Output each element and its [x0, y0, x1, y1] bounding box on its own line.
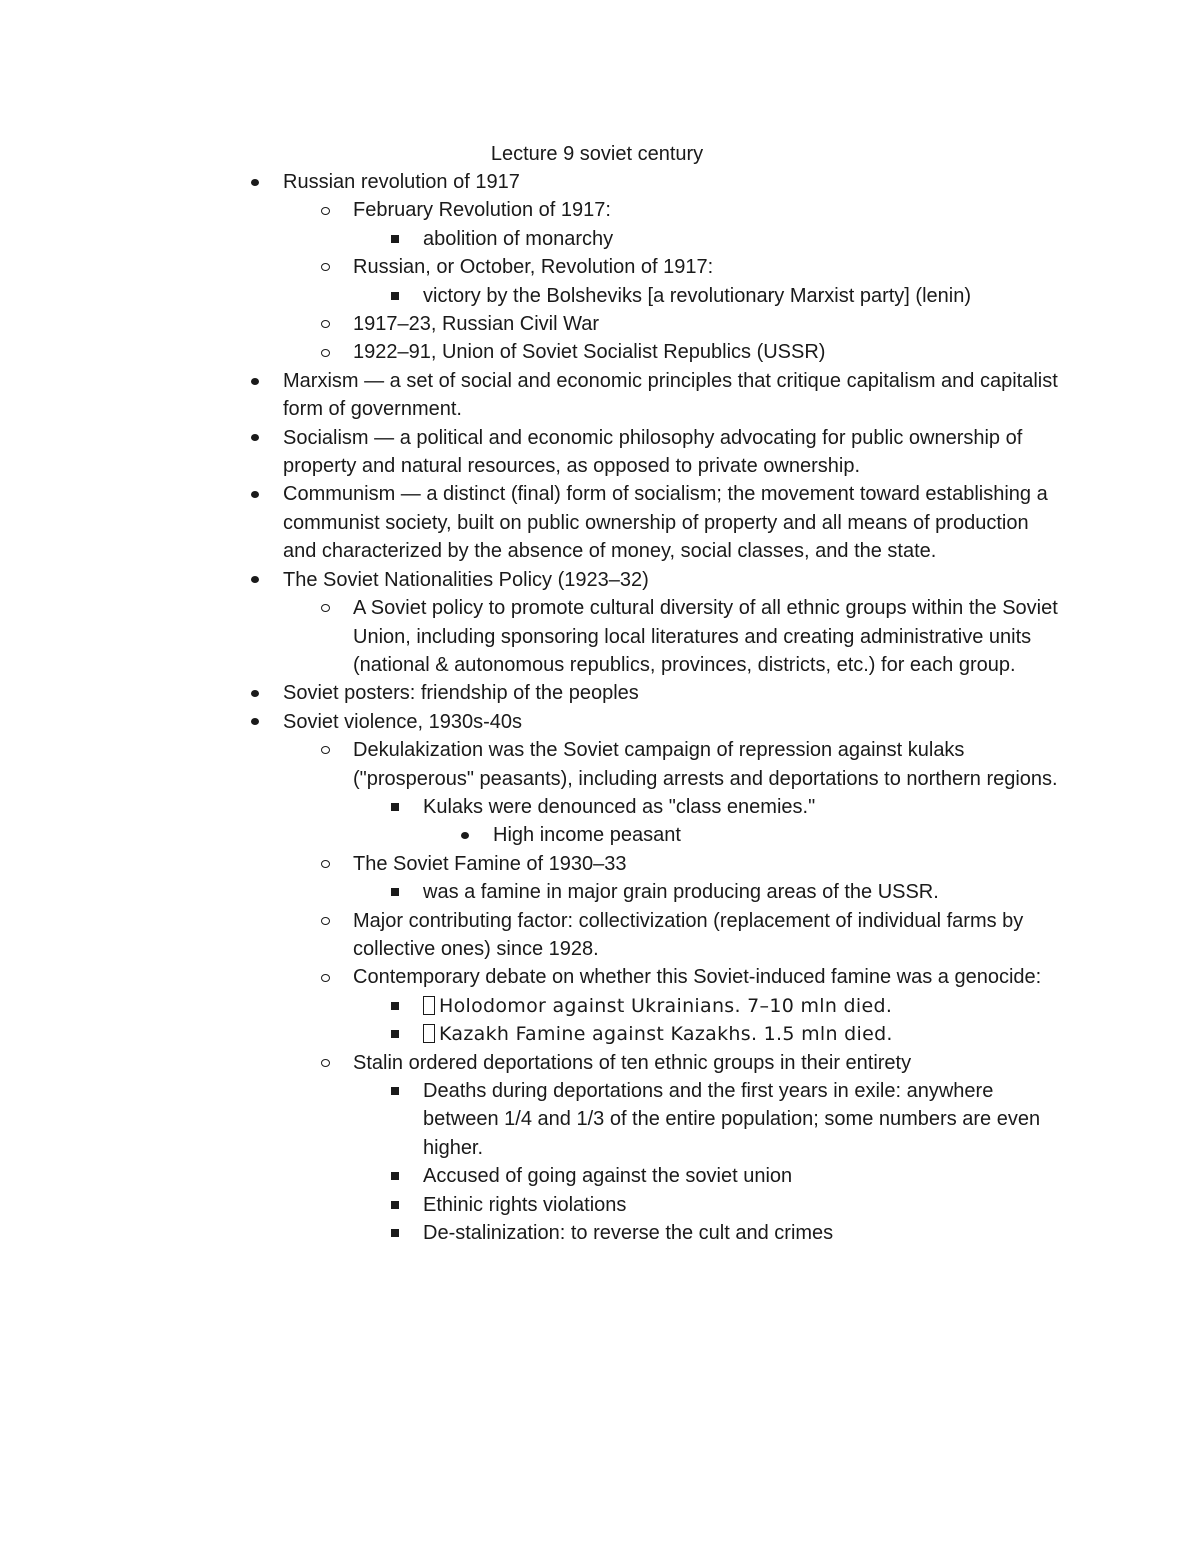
hollow-bullet-icon [321, 917, 330, 925]
square-bullet-icon [391, 888, 399, 896]
hollow-bullet-icon [321, 860, 330, 868]
filled-bullet-icon [461, 832, 469, 839]
filled-bullet-icon [251, 576, 259, 583]
outline-item-level-1 [0, 424, 1058, 481]
outline-item-text: Socialism — a political and economic philosophy advocating for public ownership of property and natural resources, as opposed to private ownership. [283, 426, 1023, 478]
square-bullet-icon [391, 1201, 399, 1209]
bullet-marker [317, 963, 333, 991]
hollow-bullet-icon [321, 974, 330, 982]
bullet-marker [317, 594, 333, 622]
bullet-marker [387, 1077, 403, 1105]
bullet-marker [387, 282, 403, 310]
outline-item-level-1 [0, 566, 1058, 594]
outline-item-level-2 [0, 196, 1058, 224]
filled-bullet-icon [251, 690, 259, 697]
outline-item-text: victory by the Bolsheviks [a revolutionary Marxist party] (lenin) [423, 284, 971, 307]
bullet-marker [317, 196, 333, 224]
hollow-bullet-icon [321, 349, 330, 357]
outline-item-text: 1922–91, Union of Soviet Socialist Republics (USSR) [353, 341, 826, 364]
outline-item-text: Deaths during deportations and the first years in exile: anywhere between 1/4 and 1/3 of the entire population; some numbers are even higher. [423, 1080, 1041, 1159]
outline-item-level-2 [0, 736, 1058, 793]
bullet-marker [247, 367, 263, 395]
square-bullet-icon [391, 1030, 399, 1038]
outline-item-level-2 [0, 850, 1058, 878]
bullet-marker [457, 821, 473, 849]
bullet-marker [387, 793, 403, 821]
bullet-marker [387, 225, 403, 253]
outline-item-text: Soviet violence, 1930s-40s [283, 710, 523, 733]
outline-item-level-1 [0, 367, 1058, 424]
hollow-bullet-icon [321, 207, 330, 215]
bullet-marker [317, 907, 333, 935]
outline-item-text: Kulaks were denounced as "class enemies." [423, 795, 816, 818]
filled-bullet-icon [251, 378, 259, 385]
outline-item-text: Russian revolution of 1917 [283, 171, 520, 193]
outline-item-text: Holodomor against Ukrainians. 7–10 mln died. [439, 994, 893, 1017]
outline-item-level-3 [0, 1219, 1058, 1247]
square-bullet-icon [391, 1002, 399, 1010]
square-bullet-icon [391, 1172, 399, 1180]
bullet-marker [247, 424, 263, 452]
outline-item-level-3 [0, 1020, 1058, 1048]
outline-item-level-3 [0, 282, 1058, 310]
outline-item-text: Accused of going against the soviet union [423, 1165, 793, 1188]
outline-item-text: High income peasant [493, 824, 681, 847]
outline-item-text: The Soviet Famine of 1930–33 [353, 852, 627, 875]
outline-item-level-3 [0, 1162, 1058, 1190]
bullet-marker [387, 1162, 403, 1190]
outline-item-text: February Revolution of 1917: [353, 199, 611, 222]
hollow-bullet-icon [321, 604, 330, 612]
outline-item-level-2 [0, 338, 1058, 366]
outline-item-level-3 [0, 992, 1058, 1020]
filled-bullet-icon [251, 179, 259, 186]
filled-bullet-icon [251, 434, 259, 441]
outline-item-level-3 [0, 793, 1058, 821]
outline-item-level-1 [0, 679, 1058, 707]
bullet-marker [317, 850, 333, 878]
hollow-bullet-icon [321, 1059, 330, 1067]
square-bullet-icon [391, 235, 399, 243]
bullet-marker [317, 736, 333, 764]
outline-item-text: 1917–23, Russian Civil War [353, 313, 600, 336]
bullet-marker [317, 253, 333, 281]
outline-item-level-3 [0, 1191, 1058, 1219]
hollow-bullet-icon [321, 746, 330, 754]
bullet-marker [247, 480, 263, 508]
bullet-marker [247, 708, 263, 736]
outline-item-level-1 [0, 168, 1058, 196]
outline-item-text: Communism — a distinct (final) form of socialism; the movement toward establishing a communist society, built on public ownership of property and all means of production and characterized by the absence of money, social classes, and the state. [283, 483, 1048, 563]
bullet-marker [387, 992, 403, 1020]
outline-item-level-1 [0, 708, 1058, 736]
outline-item-level-2 [0, 310, 1058, 338]
bullet-marker [317, 1049, 333, 1077]
outline-item-text: Stalin ordered deportations of ten ethnic groups in their entirety [353, 1051, 912, 1074]
square-bullet-icon [391, 292, 399, 300]
missing-glyph-icon [423, 996, 435, 1015]
square-bullet-icon [391, 1087, 399, 1095]
document-title: Lecture 9 soviet century [490, 143, 704, 165]
outline-item-level-2 [0, 594, 1058, 679]
outline-item-level-3 [0, 878, 1058, 906]
outline-item-text: Russian, or October, Revolution of 1917: [353, 256, 714, 279]
outline-item-level-4 [0, 821, 1058, 849]
hollow-bullet-icon [321, 320, 330, 328]
hollow-bullet-icon [321, 263, 330, 271]
square-bullet-icon [391, 803, 399, 811]
bullet-marker [387, 878, 403, 906]
bullet-marker [317, 338, 333, 366]
filled-bullet-icon [251, 718, 259, 725]
outline-item-text: The Soviet Nationalities Policy (1923–32) [283, 568, 649, 591]
outline-item-level-3 [0, 225, 1058, 253]
bullet-marker [387, 1191, 403, 1219]
filled-bullet-icon [251, 491, 259, 498]
outline-item-text: Kazakh Famine against Kazakhs. 1.5 mln died. [439, 1023, 893, 1046]
outline-item-level-2 [0, 1049, 1058, 1077]
bullet-marker [247, 679, 263, 707]
outline-item-text: De-stalinization: to reverse the cult and crimes [423, 1222, 834, 1245]
outline-item-text: abolition of monarchy [423, 227, 614, 250]
outline-item-text: A Soviet policy to promote cultural diversity of all ethnic groups within the Soviet Union, including sponsoring local literatures and creating administrative units (national & autonomous republics, provinces, districts, etc.) for each group. [353, 597, 1058, 676]
outline-item-level-2 [0, 963, 1058, 991]
outline-item-text: Ethinic rights violations [423, 1193, 627, 1216]
bullet-marker [317, 310, 333, 338]
outline-item-level-1 [0, 480, 1058, 565]
outline-item-text: was a famine in major grain producing areas of the USSR. [423, 881, 939, 904]
outline-item-text: Dekulakization was the Soviet campaign of repression against kulaks ("prosperous" peasants), including arrests and deportations to northern regions. [353, 739, 1058, 790]
bullet-marker [247, 566, 263, 594]
outline-item-text: Major contributing factor: collectivization (replacement of individual farms by collective ones) since 1928. [353, 909, 1024, 960]
bullet-marker [387, 1020, 403, 1048]
square-bullet-icon [391, 1229, 399, 1237]
bullet-marker [247, 168, 263, 196]
bullet-marker [387, 1219, 403, 1247]
outline-list [0, 168, 1200, 1247]
outline-item-level-2 [0, 253, 1058, 281]
missing-glyph-icon [423, 1024, 435, 1043]
outline-item-text: Contemporary debate on whether this Soviet-induced famine was a genocide: [353, 966, 1042, 989]
outline-item-level-2 [0, 907, 1058, 964]
outline-item-text: Soviet posters: friendship of the peoples [283, 682, 639, 705]
outline-item-text: Marxism — a set of social and economic principles that critique capitalism and capitalist form of government. [283, 369, 1058, 421]
outline-item-level-3 [0, 1077, 1058, 1162]
